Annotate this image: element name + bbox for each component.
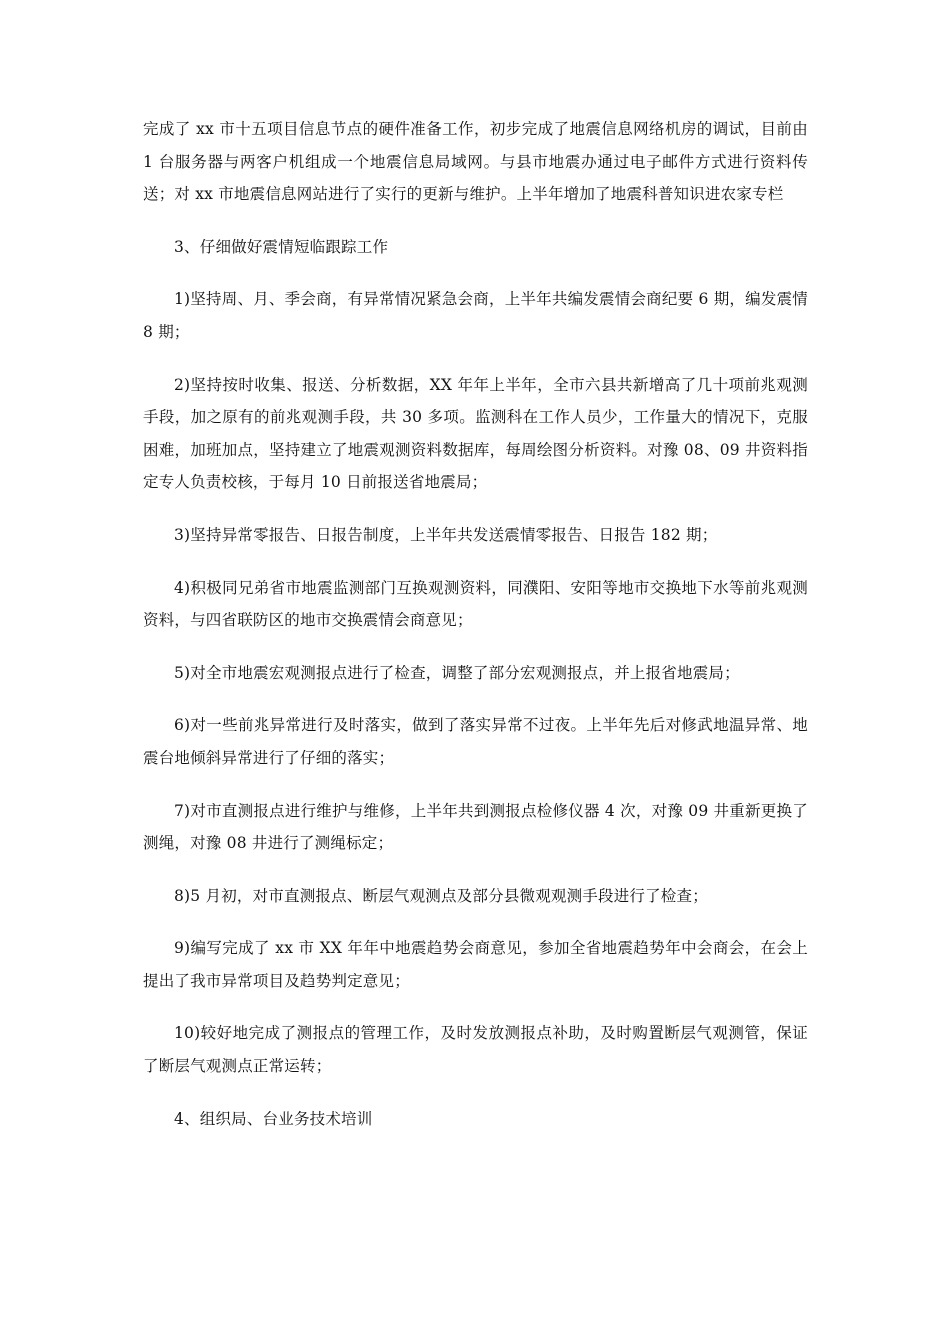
- section-heading-4: 4、组织局、台业务技术培训: [174, 1109, 373, 1128]
- paragraph-item-8: 8)5 月初，对市直测报点、断层气观测点及部分县微观观测手段进行了检查；: [174, 886, 708, 905]
- paragraph-item-7: 7)对市直测报点进行维护与维修，上半年共到测报点检修仪器 4 次，对豫 09 井重新更换了测绳，对豫 08 井进行了测绳标定；: [143, 801, 808, 853]
- section-heading-3: 3、仔细做好震情短临跟踪工作: [174, 237, 389, 256]
- paragraph-intro: 完成了 xx 市十五项目信息节点的硬件准备工作，初步完成了地震信息网络机房的调试，目前由 1 台服务器与两客户机组成一个地震信息局域网。与县市地震办通过电子邮件方式进行资料传送；对 xx 市地震信息网站进行了实行的更新与维护。上半年增加了地震科普知识进农家专栏: [143, 120, 808, 204]
- paragraph-item-3: 3)坚持异常零报告、日报告制度，上半年共发送震情零报告、日报告 182 期；: [174, 525, 718, 544]
- paragraph-item-2: 2)坚持按时收集、报送、分析数据，XX 年年上半年，全市六县共新增高了几十项前兆观测手段，加之原有的前兆观测手段，共 30 多项。监测科在工作人员少，工作量大的情况下，克服困难，加班加点，坚持建立了地震观测资料数据库，每周绘图分析资料。对豫 08、09 井资料指定专人负责校核，于每月 10 日前报送省地震局；: [143, 375, 808, 492]
- paragraph-item-4: 4)积极同兄弟省市地震监测部门互换观测资料，同濮阳、安阳等地市交换地下水等前兆观测资料，与四省联防区的地市交换震情会商意见；: [143, 578, 808, 630]
- paragraph-item-9: 9)编写完成了 xx 市 XX 年年中地震趋势会商意见，参加全省地震趋势年中会商会，在会上提出了我市异常项目及趋势判定意见；: [143, 939, 808, 990]
- paragraph-item-6: 6)对一些前兆异常进行及时落实，做到了落实异常不过夜。上半年先后对修武地温异常、地震台地倾斜异常进行了仔细的落实；: [143, 716, 808, 767]
- paragraph-item-10: 10)较好地完成了测报点的管理工作，及时发放测报点补助，及时购置断层气观测管，保证了断层气观测点正常运转；: [143, 1024, 808, 1076]
- paragraph-item-5: 5)对全市地震宏观测报点进行了检查，调整了部分宏观测报点，并上报省地震局；: [174, 663, 740, 682]
- paragraph-item-1: 1)坚持周、月、季会商，有异常情况紧急会商，上半年共编发震情会商纪要 6 期，编发震情 8 期；: [143, 290, 808, 341]
- document-body: [143, 113, 808, 1155]
